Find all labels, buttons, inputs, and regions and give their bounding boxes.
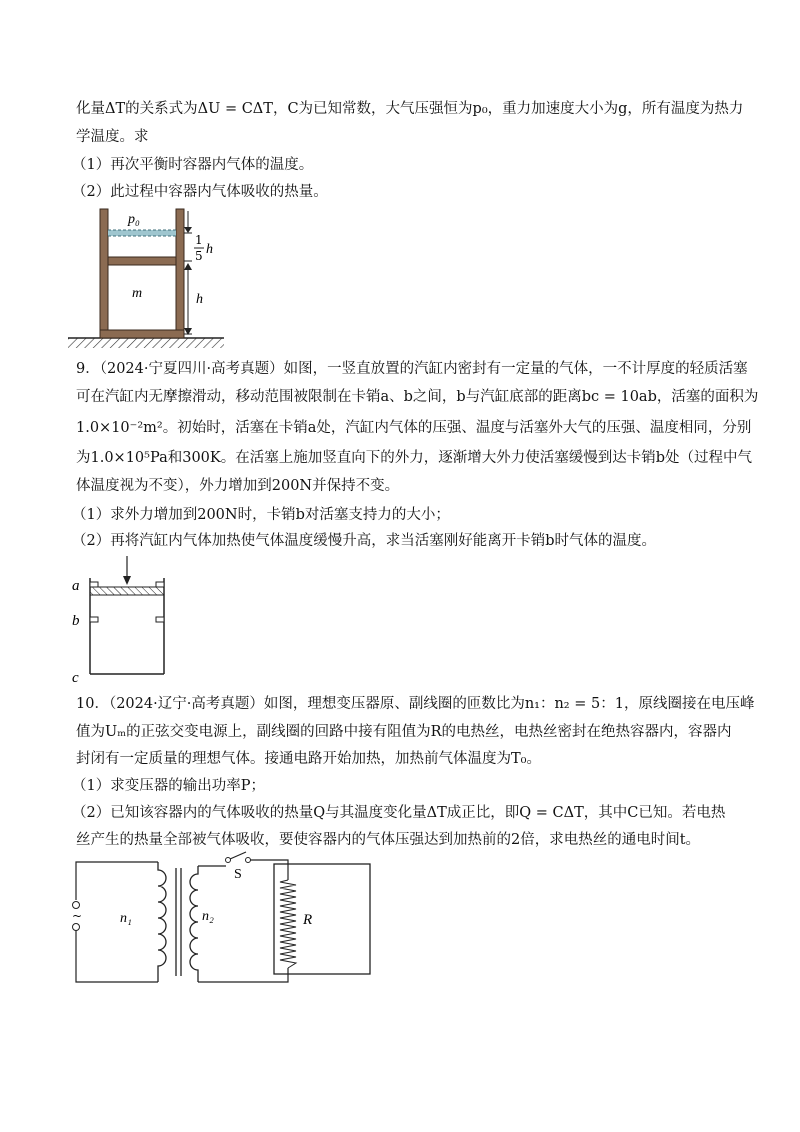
p9-text-line3: 1.0×10⁻²m²。初始时，活塞在卡销a处，汽缸内气体的压强、温度与活塞外大气的压强、温度相同，分别 — [76, 420, 752, 436]
p10-text-line1: 10．（2024·辽宁·高考真题）如图，理想变压器原、副线圈的匝数比为n₁：n₂ = 5：1，原线圈接在电压峰 — [76, 696, 755, 712]
stop-b-left — [90, 617, 98, 622]
switch-S — [230, 852, 246, 859]
mass-label: m — [132, 286, 143, 301]
n2-label: n₂ — [202, 909, 214, 924]
p8-text-line2: 学温度。求 — [76, 129, 149, 145]
frac-num: 1 — [195, 233, 203, 247]
ground-hatch — [68, 338, 224, 348]
p9-text-line2: 可在汽缸内无摩擦滑动，移动范围被限制在卡销a、b之间，b与汽缸底部的距离bc = 10ab，活塞的面积为 — [76, 389, 759, 405]
stop-a-left — [90, 582, 98, 587]
primary-coil — [158, 862, 166, 982]
label-b: b — [72, 613, 80, 629]
p8-question-1: （1）再次平衡时容器内气体的温度。 — [72, 157, 314, 173]
h-small-label: h — [206, 242, 213, 257]
p9-question-2: （2）再将汽缸内气体加热使气体温度缓慢升高，求当活塞刚好能离开卡销b时气体的温度。 — [72, 533, 657, 549]
p10-transformer-figure — [66, 850, 386, 990]
p10-text-line3: 封闭有一定质量的理想气体。接通电路开始加热，加热前气体温度为T₀。 — [76, 751, 541, 767]
frac-den: 5 — [195, 249, 203, 263]
stop-a-right — [156, 582, 164, 587]
terminal-top — [73, 902, 80, 909]
insulated-container — [274, 864, 370, 974]
p10-text-line2: 值为Uₘ的正弦交变电源上，副线圈的回路中接有阻值为R的电热丝，电热丝密封在绝热容器内，容器内 — [76, 724, 732, 740]
stop-b-right — [156, 617, 164, 622]
resistor-R — [280, 880, 296, 968]
piston — [90, 587, 164, 595]
p9-question-1: （1）求外力增加到200N时，卡销b对活塞支持力的大小； — [72, 507, 450, 523]
p9-piston-figure — [66, 554, 186, 684]
p10-question-2-cont: 丝产生的热量全部被气体吸收，要使容器内的气体压强达到加热前的2倍，求电热丝的通电时间t。 — [76, 832, 701, 848]
p10-question-2: （2）已知该容器内的气体吸收的热量Q与其温度变化量ΔT成正比，即Q = CΔT，其中C已知。若电热 — [72, 805, 726, 821]
p9-text-line4: 为1.0×10⁵Pa和300K。在活塞上施加竖直向下的外力，逐渐增大外力使活塞缓慢到达卡销b处（过程中气 — [76, 450, 753, 466]
resistor-label: R — [303, 912, 313, 928]
p9-text-line1: 9．（2024·宁夏四川·高考真题）如图，一竖直放置的汽缸内密封有一定量的气体，一不计厚度的轻质活塞 — [76, 361, 748, 377]
label-c: c — [72, 670, 79, 684]
p10-question-1: （1）求变压器的输出功率P； — [72, 778, 265, 794]
p8-cylinder-figure — [66, 205, 226, 355]
p8-text-line1: 化量ΔT的关系式为ΔU = CΔT，C为已知常数，大气压强恒为p₀，重力加速度大小为g，所有温度为热力 — [76, 101, 744, 117]
switch-label: S — [234, 867, 242, 882]
left-wall — [100, 209, 108, 338]
label-a: a — [72, 578, 80, 594]
piston — [108, 257, 176, 265]
p9-text-line5: 体温度视为不变），外力增加到200N并保持不变。 — [76, 478, 400, 494]
n1-label: n₁ — [120, 911, 132, 926]
liquid-layer — [108, 230, 176, 236]
right-wall — [176, 209, 184, 338]
h-label: h — [196, 292, 203, 307]
cylinder-bottom — [100, 330, 184, 338]
terminal-bottom — [73, 924, 80, 931]
p8-question-2: （2）此过程中容器内气体吸收的热量。 — [72, 184, 328, 200]
ac-symbol: ~ — [72, 909, 83, 923]
p0-label: p₀ — [128, 212, 140, 227]
secondary-coil — [190, 866, 198, 982]
